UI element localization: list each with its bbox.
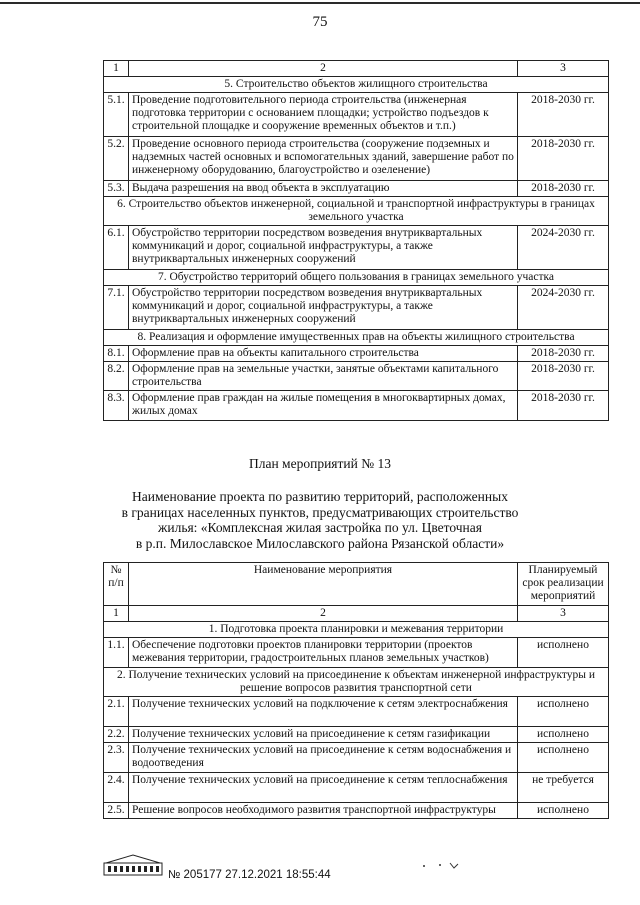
row-description: Оформление прав на объекты капитального строительства [129, 346, 518, 362]
col-header-name: Наименование мероприятия [129, 563, 518, 606]
section-title: 1. Подготовка проекта планировки и межевания территории [104, 622, 609, 638]
row-description: Оформление прав на земельные участки, занятые объектами капитального строительства [129, 362, 518, 391]
table-row [104, 362, 609, 391]
table1-body [104, 61, 609, 421]
scan-marks [420, 860, 460, 875]
row-term: 2018-2030 гг. [518, 346, 609, 362]
index-cell-2: 2 [129, 606, 518, 622]
row-term: 2018-2030 гг. [518, 391, 609, 421]
table-row [104, 226, 609, 270]
project-title [100, 489, 540, 551]
section-row [104, 668, 609, 697]
table-row [104, 743, 609, 773]
row-term: исполнено [518, 803, 609, 819]
plan-title: План мероприятий № 13 [248, 456, 391, 471]
table-row [104, 181, 609, 197]
index-cell-3: 3 [518, 606, 609, 622]
row-number: 2.2. [104, 727, 129, 743]
index-cell-2: 2 [129, 61, 518, 77]
building-stamp-icon [103, 853, 163, 877]
table2-index-row [104, 606, 609, 622]
row-number: 8.3. [104, 391, 129, 421]
row-term: 2018-2030 гг. [518, 93, 609, 137]
section-row [104, 197, 609, 226]
top-scan-line [0, 0, 640, 8]
row-description: Выдача разрешения на ввод объекта в эксплуатацию [129, 181, 518, 197]
table-row [104, 803, 609, 819]
row-number: 5.2. [104, 137, 129, 181]
table-row [104, 137, 609, 181]
section-title: 7. Обустройство территорий общего пользования в границах земельного участка [104, 270, 609, 286]
row-term: 2024-2030 гг. [518, 226, 609, 270]
row-number: 8.2. [104, 362, 129, 391]
table-row [104, 286, 609, 330]
section-row [104, 330, 609, 346]
table-row [104, 697, 609, 727]
row-description: Получение технических условий на присоединение к сетям газификации [129, 727, 518, 743]
row-number: 7.1. [104, 286, 129, 330]
project-title-line: в границах населенных пунктов, предусматривающих строительство [121, 504, 519, 520]
row-term: 2018-2030 гг. [518, 362, 609, 391]
row-term: 2018-2030 гг. [518, 181, 609, 197]
row-term: не требуется [518, 773, 609, 803]
table1-index-row [104, 61, 609, 77]
row-term: 2018-2030 гг. [518, 137, 609, 181]
row-description: Проведение подготовительного периода строительства (инженерная подготовка территории с основанием площадки; устройство подъездов к строительной площадке и сооружение временных объектов и т.п.) [129, 93, 518, 137]
project-title-line: Наименование проекта по развитию территорий, расположенных [132, 489, 508, 504]
col-header-term: Планируемый срок реализации мероприятий [518, 563, 609, 606]
row-number: 8.1. [104, 346, 129, 362]
row-number: 6.1. [104, 226, 129, 270]
row-term: исполнено [518, 697, 609, 727]
row-description: Проведение основного периода строительства (сооружение подземных и надземных частей основных и вспомогательных зданий, завершение работ по инженерному оборудованию, благоустройство и озеленение) [129, 137, 518, 181]
project-title-line: в р.п. Милославское Милославского района Рязанской области» [135, 535, 505, 551]
table-row [104, 346, 609, 362]
index-cell-1: 1 [104, 61, 129, 77]
table-plan-13 [103, 562, 609, 819]
row-term: исполнено [518, 727, 609, 743]
section-row [104, 270, 609, 286]
table-row [104, 391, 609, 421]
row-number: 5.1. [104, 93, 129, 137]
index-cell-3: 3 [518, 61, 609, 77]
table-plan-12-continued [103, 60, 609, 421]
index-cell-1: 1 [104, 606, 129, 622]
row-number: 2.3. [104, 743, 129, 773]
row-term: исполнено [518, 638, 609, 668]
table2-body [104, 563, 609, 819]
row-number: 2.4. [104, 773, 129, 803]
section-row [104, 77, 609, 93]
row-description: Обустройство территории посредством возведения внутриквартальных коммуникаций и дорог, социальной инфраструктуры, а также внутриквартальных инженерных сооружений [129, 286, 518, 330]
row-number: 1.1. [104, 638, 129, 668]
section-title: 2. Получение технических условий на присоединение к объектам инженерной инфраструктуры и решение вопросов развития транспортной сети [104, 668, 609, 697]
section-title: 6. Строительство объектов инженерной, социальной и транспортной инфраструктуры в границах земельного участка [104, 197, 609, 226]
row-description: Получение технических условий на присоединение к сетям теплоснабжения [129, 773, 518, 803]
table-row [104, 773, 609, 803]
page-number: 75 [312, 14, 328, 30]
row-term: 2024-2030 гг. [518, 286, 609, 330]
row-description: Обеспечение подготовки проектов планировки территории (проектов межевания территории, градостроительных планов земельных участков) [129, 638, 518, 668]
section-row [104, 622, 609, 638]
row-description: Получение технических условий на присоединение к сетям водоснабжения и водоотведения [129, 743, 518, 773]
project-title-line: жилья: «Комплексная жилая застройка по ул. Цветочная [158, 520, 482, 535]
table2-header-row [104, 563, 609, 606]
row-number: 2.1. [104, 697, 129, 727]
row-description: Оформление прав граждан на жилые помещения в многоквартирных домах, жилых домах [129, 391, 518, 421]
row-description: Решение вопросов необходимого развития транспортной инфраструктуры [129, 803, 518, 819]
section-title: 5. Строительство объектов жилищного строительства [104, 77, 609, 93]
col-header-num: № п/п [104, 563, 129, 606]
document-registration-stamp: № 205177 27.12.2021 18:55:44 [168, 869, 331, 881]
table-row [104, 93, 609, 137]
table-row [104, 638, 609, 668]
row-description: Обустройство территории посредством возведения внутриквартальных коммуникаций и дорог, социальной инфраструктуры, а также внутриквартальных инженерных сооружений [129, 226, 518, 270]
section-title: 8. Реализация и оформление имущественных прав на объекты жилищного строительства [104, 330, 609, 346]
row-number: 2.5. [104, 803, 129, 819]
scan-dots-icon [420, 860, 460, 872]
row-number: 5.3. [104, 181, 129, 197]
row-description: Получение технических условий на подключение к сетям электроснабжения [129, 697, 518, 727]
table-row [104, 727, 609, 743]
row-term: исполнено [518, 743, 609, 773]
